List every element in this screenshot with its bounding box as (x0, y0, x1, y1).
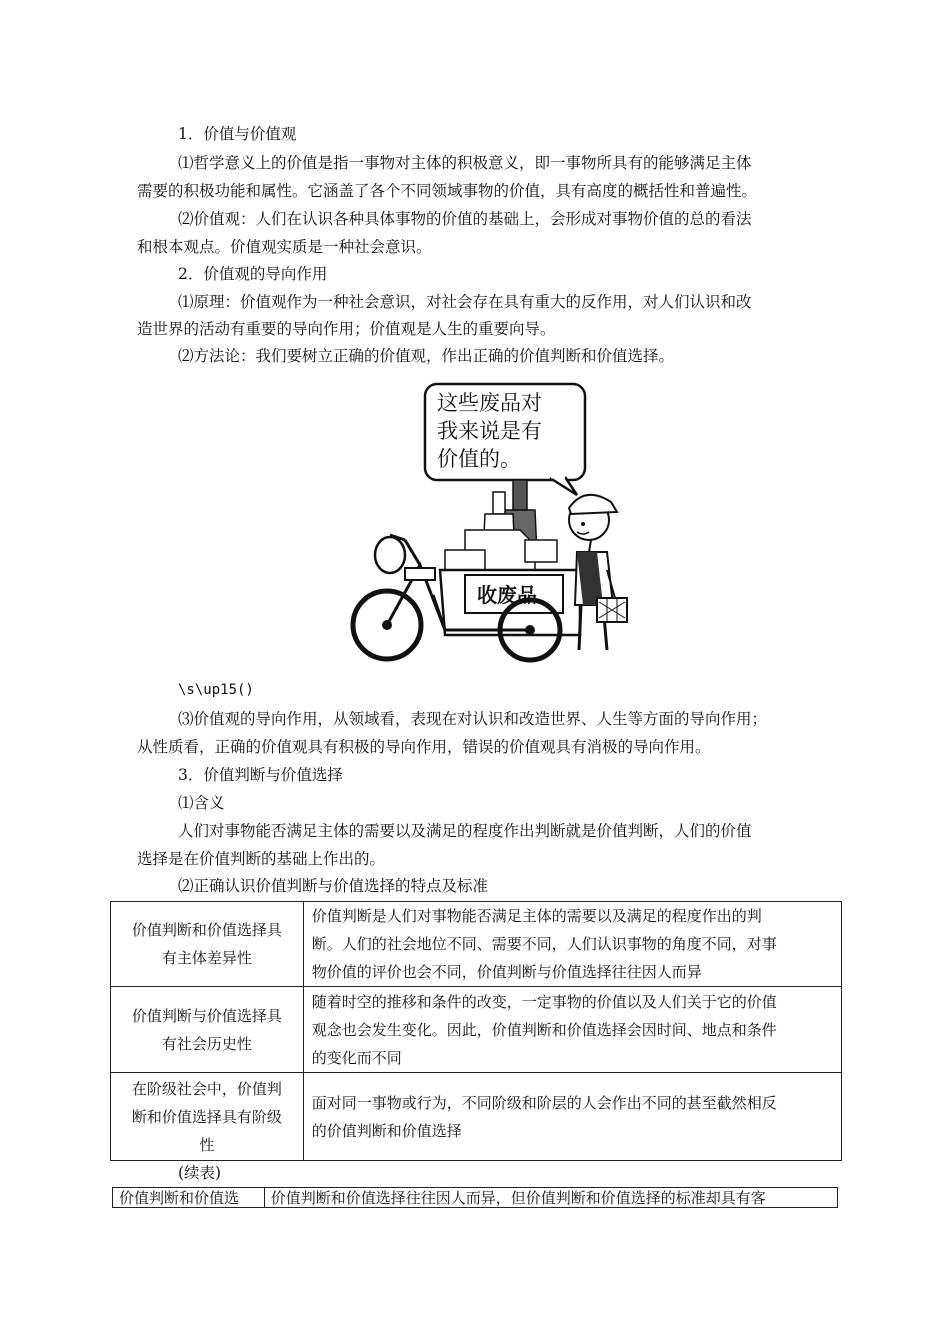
value-judgment-table (110, 901, 842, 1161)
paragraph: ⑵价值观：人们在认识各种具体事物的价值的基础上，会形成对事物价值的总的看法 (178, 210, 752, 228)
cart-sign: 收废品 (477, 583, 537, 607)
paragraph: ⑵方法论：我们要树立正确的价值观，作出正确的价值判断和价值选择。 (178, 347, 675, 365)
paragraph: 和根本观点。价值观实质是一种社会意识。 (137, 238, 432, 256)
table-cell-right: 面对同一事物或行为，不同阶级和阶层的人会作出不同的甚至截然相反 的价值判断和价值选择 (303, 1073, 841, 1161)
bubble-text: 价值的。 (437, 447, 521, 471)
paragraph: 选择是在价值判断的基础上作出的。 (137, 850, 386, 868)
table-cell-left: 价值判断与价值选择具 有社会历史性 (111, 987, 304, 1073)
table-row (111, 987, 842, 1073)
paragraph: 人们对事物能否满足主体的需要以及满足的程度作出判断就是价值判断，人们的价值 (178, 822, 752, 840)
table-cell-left: 价值判断和价值选 (113, 1188, 265, 1208)
section-2-title: 2．价值观的导向作用 (178, 265, 328, 283)
table-cell-right: 价值判断是人们对事物能否满足主体的需要以及满足的程度作出的判 断。人们的社会地位不同、需要不同，人们认识事物的角度不同，对事 物价值的评价也会不同，价值判断与价值选择往往因人而异 (303, 902, 841, 987)
section-1-title: 1．价值与价值观 (178, 125, 297, 143)
recycling-cart-illustration (345, 380, 645, 665)
table-row (113, 1188, 838, 1208)
bubble-text: 这些废品对 (437, 391, 542, 415)
subheading: ⑴含义 (178, 794, 225, 812)
table-cell-right: 价值判断和价值选择往往因人而异，但价值判断和价值选择的标准却具有客 (264, 1188, 837, 1208)
basket (375, 537, 405, 573)
code-line: \s\up15() (178, 682, 254, 698)
paragraph: 造世界的活动有重要的导向作用；价值观是人生的重要向导。 (137, 320, 556, 338)
paragraph: ⑶价值观的导向作用，从领域看，表现在对认识和改造世界、人生等方面的导向作用； (178, 710, 768, 728)
bubble-text: 我来说是有 (437, 419, 542, 443)
paragraph: 需要的积极功能和属性。它涵盖了各个不同领域事物的价值，具有高度的概括性和普遍性。 (137, 182, 758, 200)
subheading: ⑵正确认识价值判断与价值选择的特点及标准 (178, 877, 489, 895)
table-cell-left: 价值判断和价值选择具 有主体差异性 (111, 902, 304, 987)
table-cell-left: 在阶级社会中，价值判 断和价值选择具有阶级 性 (111, 1073, 304, 1161)
continued-label: (续表) (178, 1164, 222, 1182)
value-judgment-table-continued (112, 1187, 838, 1208)
section-3-title: 3．价值判断与价值选择 (178, 766, 343, 784)
paragraph: ⑴哲学意义上的价值是指一事物对主体的积极意义，即一事物所具有的能够满足主体 (178, 154, 752, 172)
paragraph: ⑴原理：价值观作为一种社会意识，对社会存在具有重大的反作用，对人们认识和改 (178, 293, 752, 311)
paragraph: 从性质看，正确的价值观具有积极的导向作用，错误的价值观具有消极的导向作用。 (137, 738, 711, 756)
table-row (111, 1073, 842, 1161)
table-cell-right: 随着时空的推移和条件的改变，一定事物的价值以及人们关于它的价值 观念也会发生变化。因此，价值判断和价值选择会因时间、地点和条件 的变化而不同 (303, 987, 841, 1073)
table-row (111, 902, 842, 987)
